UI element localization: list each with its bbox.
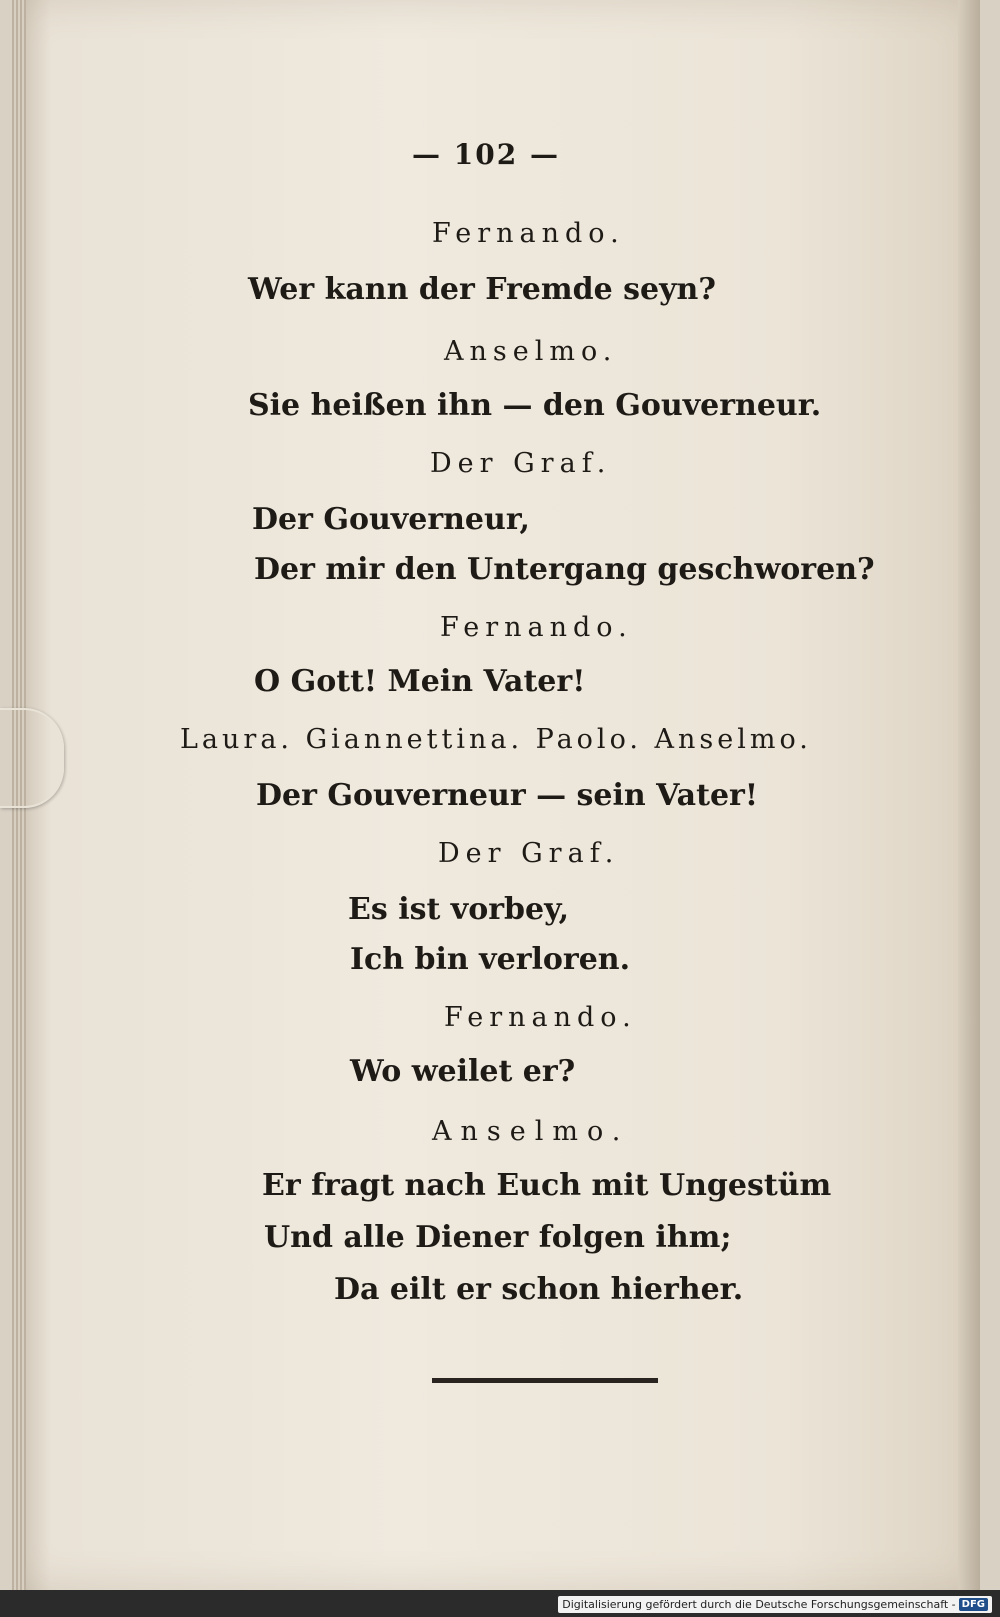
speaker-fernando: Fernando. xyxy=(432,218,625,249)
verse-line: Der mir den Untergang geschworen? xyxy=(254,552,875,587)
verse-line: Er fragt nach Euch mit Ungestüm xyxy=(262,1168,832,1203)
page-edge-right xyxy=(958,0,980,1590)
page-number: — 102 — xyxy=(412,138,560,171)
footer-bar xyxy=(0,1590,1000,1617)
bookmark-clip xyxy=(0,708,64,808)
verse-line: Und alle Diener folgen ihm; xyxy=(264,1220,732,1255)
speaker-fernando: Fernando. xyxy=(444,1002,637,1033)
verse-line: Wer kann der Fremde seyn? xyxy=(248,272,716,307)
digitization-credit xyxy=(558,1596,992,1613)
speaker-anselmo: Anselmo. xyxy=(444,336,618,367)
end-rule xyxy=(432,1378,658,1383)
verse-line: Es ist vorbey, xyxy=(348,892,570,927)
verse-line: Wo weilet er? xyxy=(350,1054,576,1089)
dfg-logo-icon: DFG xyxy=(959,1598,988,1611)
verse-line: O Gott! Mein Vater! xyxy=(254,664,586,699)
verse-line: Ich bin verloren. xyxy=(350,942,631,977)
verse-line: Der Gouverneur, xyxy=(252,502,530,537)
verse-line: Sie heißen ihn — den Gouverneur. xyxy=(248,388,822,423)
speaker-anselmo: Anselmo. xyxy=(432,1116,630,1147)
verse-line: Der Gouverneur — sein Vater! xyxy=(256,778,759,813)
speaker-fernando: Fernando. xyxy=(440,612,633,643)
verse-line: Da eilt er schon hierher. xyxy=(334,1272,744,1307)
speaker-der-graf: Der Graf. xyxy=(438,838,620,869)
speaker-der-graf: Der Graf. xyxy=(430,448,612,479)
speaker-group: Laura. Giannettina. Paolo. Anselmo. xyxy=(180,724,812,755)
credit-text: Digitalisierung gefördert durch die Deutsche Forschungsgemeinschaft - xyxy=(562,1598,956,1611)
